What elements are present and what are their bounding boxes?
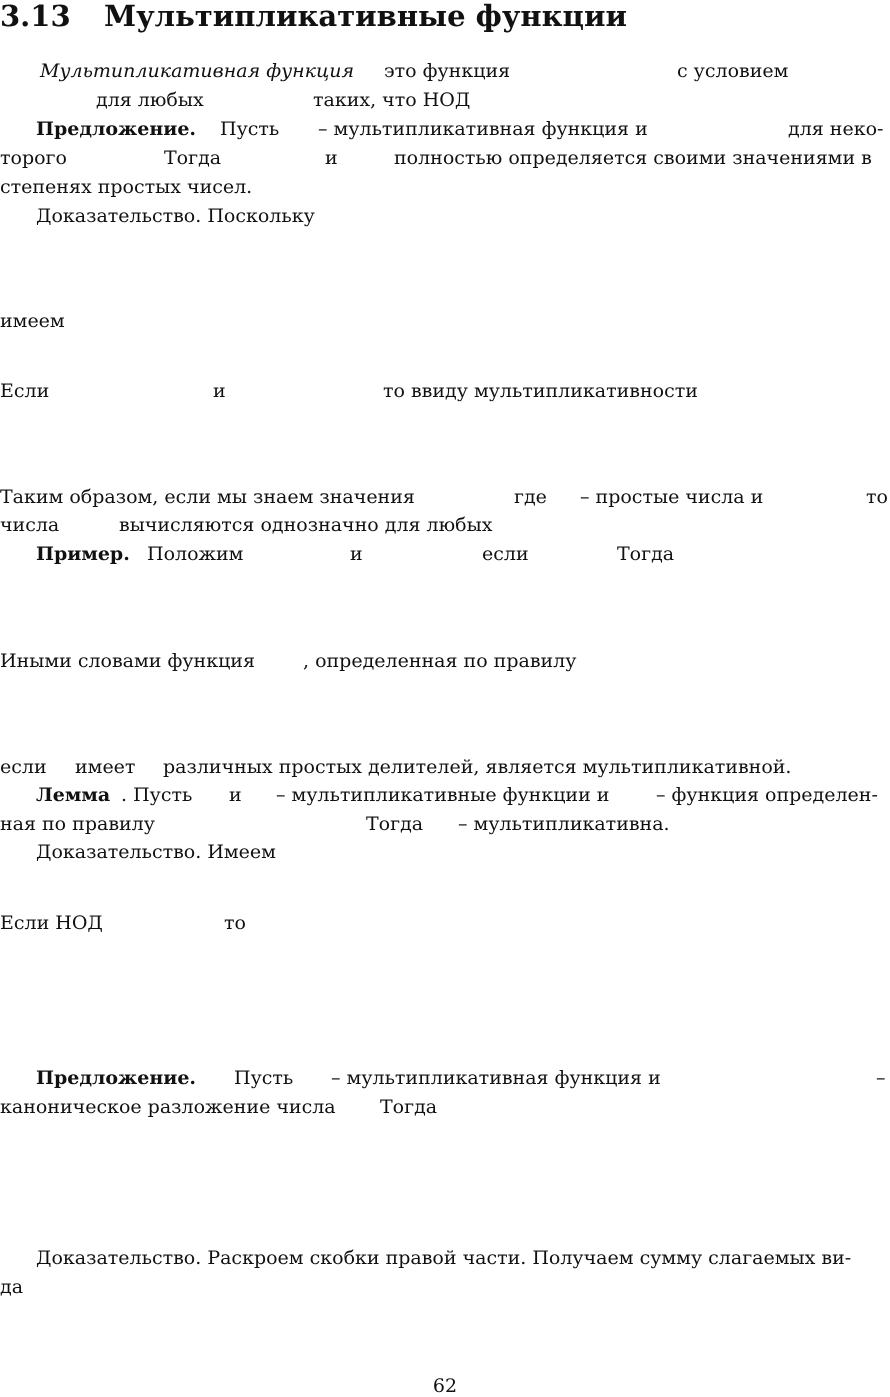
proposition-text: – мультипликативная функция и bbox=[331, 1067, 661, 1089]
proof-text: и bbox=[213, 380, 226, 402]
lemma-text: – мультипликативна. bbox=[458, 813, 670, 835]
example-text: если bbox=[0, 756, 47, 778]
proposition-text: Пусть bbox=[220, 118, 280, 140]
proof-text: да bbox=[0, 1276, 24, 1298]
example-text: Тогда bbox=[617, 543, 675, 565]
lemma-text: – функция определен- bbox=[656, 784, 878, 806]
lemma-proof-text: Если НОД bbox=[0, 912, 103, 934]
proposition-text: Пусть bbox=[234, 1067, 294, 1089]
proposition-label: Предложение. bbox=[36, 118, 197, 140]
section-number: 3.13 bbox=[0, 0, 71, 33]
proposition-text: для неко- bbox=[788, 118, 884, 140]
proposition-text: – bbox=[876, 1067, 886, 1089]
proposition-text: полностью определяется своими значениями в bbox=[394, 147, 872, 169]
proposition-text: – мультипликативная функция и bbox=[318, 118, 648, 140]
proposition-text: степенях простых чисел. bbox=[0, 176, 253, 198]
proof-text: вычисляются однозначно для любых bbox=[119, 514, 493, 536]
proposition-text: Тогда bbox=[164, 147, 222, 169]
proof-text: Если bbox=[0, 380, 50, 402]
proof-text: Доказательство. Поскольку bbox=[36, 205, 315, 227]
definition-text: для любых bbox=[96, 89, 204, 111]
lemma-label: Лемма bbox=[36, 784, 111, 806]
example-text: Иными словами функция bbox=[0, 650, 255, 672]
proof-text: числа bbox=[0, 514, 60, 536]
example-text: различных простых делителей, является мультипликативной. bbox=[163, 756, 792, 778]
proposition-label: Предложение. bbox=[36, 1067, 197, 1089]
example-text: имеет bbox=[75, 756, 136, 778]
example-text: если bbox=[482, 543, 529, 565]
section-heading bbox=[0, 0, 627, 32]
section-title: Мультипликативные функции bbox=[104, 0, 627, 33]
proof-text: где bbox=[514, 486, 547, 508]
lemma-proof-text: то bbox=[224, 912, 246, 934]
definition-text: с условием bbox=[677, 60, 789, 82]
lemma-proof-text: Доказательство. Имеем bbox=[36, 841, 276, 863]
lemma-text: Тогда bbox=[366, 813, 424, 835]
proposition-text: и bbox=[325, 147, 338, 169]
definition-term: Мультипликативная функция bbox=[40, 60, 355, 82]
proof-text: – простые числа и bbox=[580, 486, 764, 508]
lemma-text: и bbox=[229, 784, 242, 806]
lemma-text: ная по правилу bbox=[0, 813, 155, 835]
example-text: Положим bbox=[147, 543, 244, 565]
proof-text: то bbox=[866, 486, 888, 508]
proof-text: то ввиду мультипликативности bbox=[383, 380, 698, 402]
proof-text: имеем bbox=[0, 310, 65, 332]
definition-text: таких, что НОД bbox=[313, 89, 471, 111]
example-text: , определенная по правилу bbox=[303, 650, 577, 672]
proposition-text: каноническое разложение числа bbox=[0, 1096, 336, 1118]
page-number: 62 bbox=[432, 1375, 458, 1397]
proposition-text: Тогда bbox=[380, 1096, 438, 1118]
example-label: Пример. bbox=[36, 543, 130, 565]
proof-text: Доказательство. Раскроем скобки правой части. Получаем сумму слагаемых ви- bbox=[36, 1247, 852, 1269]
proposition-text: торого bbox=[0, 147, 67, 169]
definition-text: это функция bbox=[384, 60, 511, 82]
example-text: и bbox=[350, 543, 363, 565]
proof-text: Таким образом, если мы знаем значения bbox=[0, 486, 415, 508]
lemma-text: . Пусть bbox=[121, 784, 193, 806]
lemma-text: – мультипликативные функции и bbox=[276, 784, 610, 806]
